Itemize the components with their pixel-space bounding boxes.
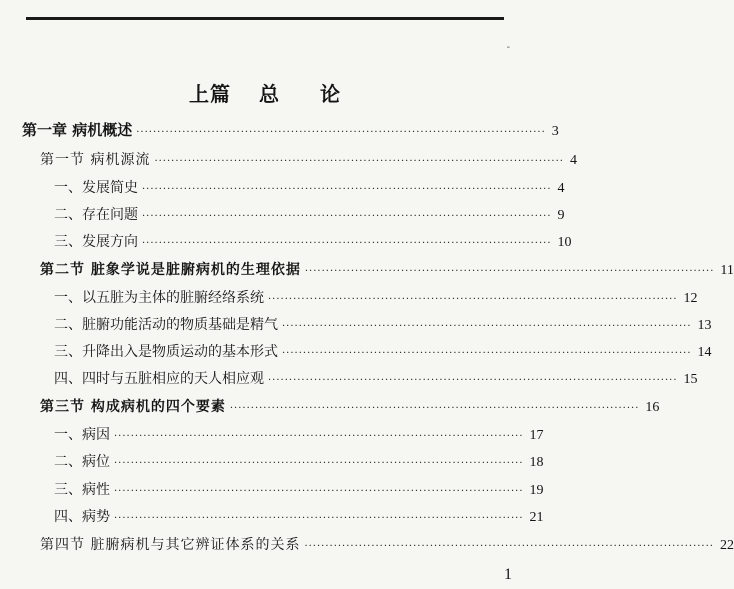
toc-entry-2-3[interactable] xyxy=(54,342,712,364)
toc-entry-1-1[interactable] xyxy=(54,178,565,200)
part-title-word-1: 总 xyxy=(259,82,280,106)
toc-label: 第一章 病机概述 xyxy=(22,121,133,139)
toc-chapter-1[interactable] xyxy=(22,120,559,143)
toc-page-number: 18 xyxy=(529,455,544,470)
toc-entry-3-1[interactable] xyxy=(54,425,544,447)
part-title xyxy=(0,78,530,107)
toc-page-number: 15 xyxy=(683,372,698,387)
toc-leader-dots: ·································································································· xyxy=(142,238,552,249)
toc-leader-dots: ·································································································· xyxy=(304,541,714,552)
toc-label: 第二节 脏象学说是脏腑病机的生理依据 xyxy=(40,262,301,278)
toc-label: 二、脏腑功能活动的物质基础是精气 xyxy=(54,317,278,333)
toc-page-number: 4 xyxy=(557,181,565,196)
toc-entry-2-1[interactable] xyxy=(54,288,698,310)
toc-page-number: 4 xyxy=(569,153,577,168)
toc-page-number: 11 xyxy=(720,263,734,278)
toc-entry-3-4[interactable] xyxy=(54,507,544,529)
toc-label: 四、病势 xyxy=(54,509,110,525)
toc-leader-dots: ·································································································· xyxy=(136,127,546,138)
toc-label: 一、病因 xyxy=(54,427,110,443)
toc-page-number: 19 xyxy=(529,483,544,498)
toc-leader-dots: ·································································································· xyxy=(268,294,678,305)
toc-page-number: 10 xyxy=(557,235,572,250)
toc-leader-dots: ·································································································· xyxy=(268,375,678,386)
toc-page-number: 12 xyxy=(683,291,698,306)
toc-section-2[interactable] xyxy=(40,260,734,282)
toc-label: 第四节 脏腑病机与其它辨证体系的关系 xyxy=(40,537,301,553)
part-title-part: 上篇 xyxy=(189,82,231,106)
part-title-word-2: 论 xyxy=(320,82,341,106)
toc-page-number: 17 xyxy=(529,428,544,443)
toc-page-number: 21 xyxy=(529,510,544,525)
toc-leader-dots: ·································································································· xyxy=(154,156,564,167)
toc-page-number: 16 xyxy=(645,400,660,415)
toc-entry-1-3[interactable] xyxy=(54,232,572,254)
toc-page-number: 22 xyxy=(719,538,734,553)
toc-entry-2-2[interactable] xyxy=(54,315,712,337)
toc-label: 第一节 病机源流 xyxy=(40,152,151,168)
toc-entry-1-2[interactable] xyxy=(54,205,565,227)
toc-label: 三、升降出入是物质运动的基本形式 xyxy=(54,344,278,360)
toc-section-3[interactable] xyxy=(40,397,660,419)
toc-leader-dots: ·································································································· xyxy=(304,266,715,277)
toc-entry-2-4[interactable] xyxy=(54,369,698,391)
toc-label: 二、病位 xyxy=(54,454,110,470)
toc-leader-dots: ·································································································· xyxy=(114,458,524,469)
page-number: 1 xyxy=(504,566,512,583)
toc-leader-dots: ·································································································· xyxy=(114,486,524,497)
toc-label: 一、发展简史 xyxy=(54,180,138,196)
toc-leader-dots: ·································································································· xyxy=(282,348,692,359)
toc-page-number: 9 xyxy=(557,208,565,223)
toc-section-4[interactable] xyxy=(40,535,734,557)
toc-leader-dots: ·································································································· xyxy=(114,513,524,524)
toc-leader-dots: ·································································································· xyxy=(229,403,640,414)
top-rule xyxy=(26,17,504,20)
toc-label: 三、病性 xyxy=(54,482,110,498)
toc-leader-dots: ·································································································· xyxy=(282,321,692,332)
toc-page-number: 13 xyxy=(697,318,712,333)
toc-leader-dots: ·································································································· xyxy=(114,431,524,442)
toc-label: 四、四时与五脏相应的天人相应观 xyxy=(54,371,264,387)
toc-label: 一、以五脏为主体的脏腑经络系统 xyxy=(54,290,264,306)
toc-label: 三、发展方向 xyxy=(54,234,138,250)
toc-leader-dots: ·································································································· xyxy=(142,184,552,195)
toc-page-number: 3 xyxy=(551,124,559,139)
toc-label: 第三节 构成病机的四个要素 xyxy=(40,399,226,415)
toc-page-number: 14 xyxy=(697,345,712,360)
toc-section-1[interactable] xyxy=(40,150,577,172)
toc-entry-3-2[interactable] xyxy=(54,452,544,474)
toc-leader-dots: ·································································································· xyxy=(142,211,552,222)
toc-label: 二、存在问题 xyxy=(54,207,138,223)
corner-mark: - xyxy=(506,42,510,53)
toc-entry-3-3[interactable] xyxy=(54,480,544,502)
